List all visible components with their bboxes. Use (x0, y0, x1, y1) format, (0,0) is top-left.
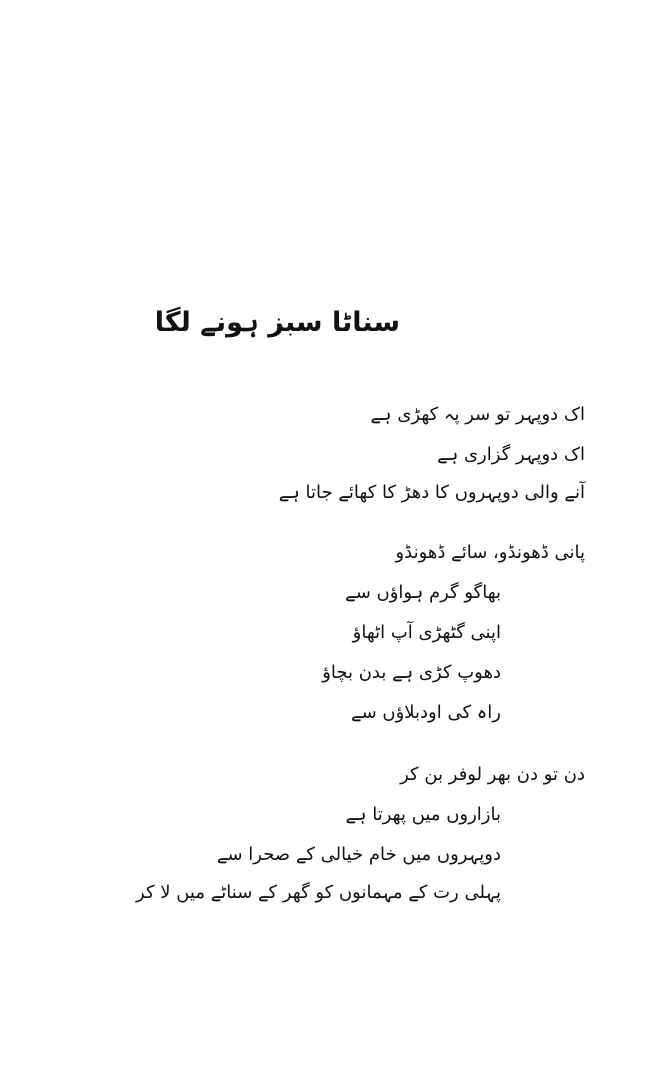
poem-line: اپنی گٹھڑی آپ اٹھاؤ (352, 622, 501, 643)
poem-title: سناٹا سبز ہونے لگا (154, 307, 400, 338)
poem-line: آنے والی دوپہروں کا دھڑ کا کھائے جاتا ہے (278, 482, 585, 503)
poem-line: بھاگو گرم ہواؤں سے (345, 582, 501, 603)
poem-line: دوپہروں میں خام خیالی کے صحرا سے (216, 844, 501, 865)
poem-line: دن تو دن بھر لوفر بن کر (400, 764, 585, 785)
poem-line: راہ کی اودبلاؤں سے (351, 702, 501, 723)
poem-line: اک دوپہر تو سر پہ کھڑی ہے (370, 404, 585, 425)
poem-line: پہلی رت کے مہمانوں کو گھر کے سناٹے میں لا کر (136, 882, 501, 903)
poem-line: اک دوپہر گزاری ہے (437, 444, 585, 465)
poem-line: پانی ڈھونڈو، سائے ڈھونڈو (395, 542, 585, 563)
poem-line: بازاروں میں پھرتا ہے (345, 804, 501, 825)
poem-line: دھوپ کڑی ہے بدن بچاؤ (322, 662, 501, 683)
